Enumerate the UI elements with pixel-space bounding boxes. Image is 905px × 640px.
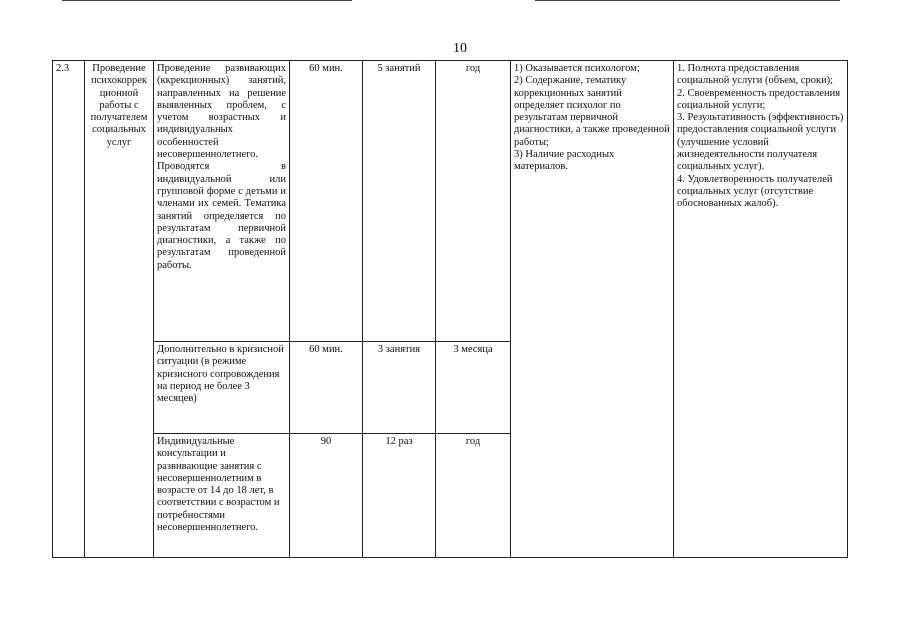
indicator-item: 3. Результативность (эффективность) предоставления социальной услуги (улучшение условий жизнедеятельности получателя социальных услуг). (677, 112, 844, 173)
quality-indicators (674, 61, 848, 558)
indicator-item: 1. Полнота предоставления социальной услуги (объем, сроки); (677, 63, 834, 87)
condition-item: 2) Содержание, тематику коррекционных занятий определяет психолог по результатам первичной диагностики, а также проведенной работы; (514, 75, 670, 148)
indicator-item: 2. Своевременность предоставления социальной услуги; (677, 87, 841, 111)
row-number: 2.3 (53, 61, 85, 558)
duration-cell: 60 мин. (290, 61, 363, 342)
service-description: Дополнительно в кризисной ситуации (в режиме кризисного сопровождения на период не более 3 месяцев) (154, 342, 290, 434)
services-table (52, 60, 848, 558)
count-cell: 3 занятия (363, 342, 436, 434)
page-number: 10 (453, 41, 467, 56)
service-description: Проведение развивающих (ккрекционных) занятий, направленных на решение выявленных проблем, с учетом возрастных и индивидуальных особенностей несовершеннолетнего. Проводятся в индивидуальной или групповой форме с детьми и членами их семей. Тематика занятий определяется по результатам первичной диагностики, а также по результатам проведенной работы. (154, 61, 290, 342)
service-conditions (511, 61, 674, 558)
indicator-item: 4. Удовлетворенность получателей социальных услуг (отсутствие обоснованных жалоб). (677, 173, 833, 210)
table-row (53, 61, 848, 342)
service-name: Проведение психокоррек ционной работы с получателем социальных услуг (85, 61, 154, 558)
duration-cell: 90 (290, 434, 363, 558)
top-rule-right (535, 0, 840, 1)
period-cell: год (436, 434, 511, 558)
top-rule-left (62, 0, 352, 1)
period-cell: 3 месяца (436, 342, 511, 434)
service-description: Индивидуальные консультации и развивающие занятия с несовершеннолетним в возрасте от 14 до 18 лет, в соответствии с возрастом и потребностями несовершеннолетнего. (154, 434, 290, 558)
count-cell: 5 занятий (363, 61, 436, 342)
duration-cell: 60 мин. (290, 342, 363, 434)
count-cell: 12 раз (363, 434, 436, 558)
condition-item: 1) Оказывается психологом; (514, 63, 640, 74)
condition-item: 3) Наличие расходных материалов. (514, 149, 615, 173)
period-cell: год (436, 61, 511, 342)
